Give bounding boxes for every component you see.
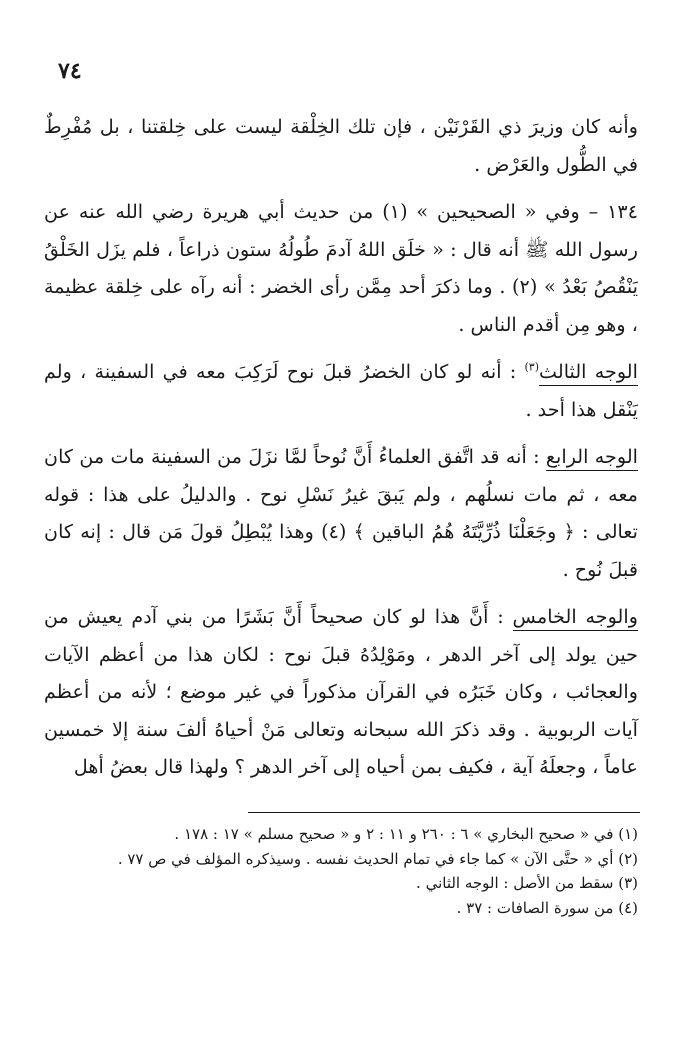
paragraph-text: : أنه لو كان الخضرُ قبلَ نوح لَرَكِبَ معه في السفينة ، ولم يَنْقل هذا أحد . bbox=[44, 360, 638, 421]
section-heading: الوجه الثالث bbox=[539, 360, 638, 386]
paragraph-4 bbox=[44, 438, 638, 588]
paragraph-text: ١٣٤ – وفي « الصحيحين » (١) من حديث أبي هريرة رضي الله عنه عن رسول الله ﷺ أنه قال : « خلَق اللهُ آدمَ طُولُهُ ستون ذراعاً ، فلم يزَل الخَلْقُ يَنْقُصُ بَعْدُ » (٢) . وما ذكرَ أحد مِمَّن رأى الخضر : أنه رآه على خِلقة عظيمة ، وهو مِن أقدم الناس . bbox=[44, 200, 638, 336]
footnote-divider bbox=[248, 812, 640, 813]
paragraph-5 bbox=[44, 598, 638, 786]
footnote-4: (٤) من سورة الصافات : ٣٧ . bbox=[456, 898, 638, 917]
section-heading: والوجه الخامس bbox=[513, 605, 638, 631]
paragraph-text: وأنه كان وزيرَ ذي القَرْنَيْن ، فإن تلك الخِلْقة ليست على خِلقتنا ، بل مُفْرِطٌ في الطُّول والعَرْض . bbox=[44, 115, 638, 176]
footnote-2: (٢) أي « حتَّى الآن » كما جاء في تمام الحديث نفسه . وسيذكره المؤلف في ص ٧٧ . bbox=[117, 849, 638, 868]
page-number: ٧٤ bbox=[58, 58, 82, 84]
footnote-3: (٣) سقط من الأصل : الوجه الثاني . bbox=[416, 874, 638, 892]
section-heading: الوجه الرابع bbox=[546, 445, 638, 471]
paragraph-1 bbox=[44, 108, 638, 183]
paragraph-2 bbox=[44, 193, 638, 343]
footnote-marker: (٣) bbox=[524, 360, 540, 374]
paragraph-text: : أَنَّ هذا لو كان صحيحاً أَنَّ بَشَرًا من بني آدم يعيش من حين يولد إلى آخر الدهر ، ومَوْلِدُهُ قبلَ نوح : لكان هذا من أعظم الآيات والعجائب ، وكان خَبَرُه في القرآن مذكوراً في غير موضع ؛ لأنه من أعظم آيات الربوبية . وقد ذكرَ الله سبحانه وتعالى مَنْ أحياهُ ألفَ سنة إلا خمسين عاماً ، وجعلَهُ آية ، فكيف بمن أحياه إلى آخر الدهر ؟ ولهذا قال بعضُ أهل bbox=[44, 605, 638, 778]
paragraph-3 bbox=[44, 353, 638, 428]
footnotes bbox=[44, 822, 638, 920]
footnote-1: (١) في « صحيح البخاري » ٦ : ٢٦٠ و ١١ : ٢ و « صحيح مسلم » ١٧ : ١٧٨ . bbox=[174, 825, 638, 843]
main-text bbox=[44, 108, 638, 786]
paragraph-text: : أنه قد اتَّفق العلماءُ أَنَّ نُوحاً لمَّا نزَلَ من السفينة مات من كان معه ، ثم مات نسلُهم ، ولم يَبقَ غيرُ نَسْلِ نوح . والدليلُ على هذا : قوله تعالى : ﴿ وجَعَلْنَا ذُرِّيَّتَهُ هُمُ الباقين ﴾ (٤) وهذا يُبْطِلُ قولَ مَن قال : إنه كان قبلَ نُوح . bbox=[44, 445, 638, 581]
